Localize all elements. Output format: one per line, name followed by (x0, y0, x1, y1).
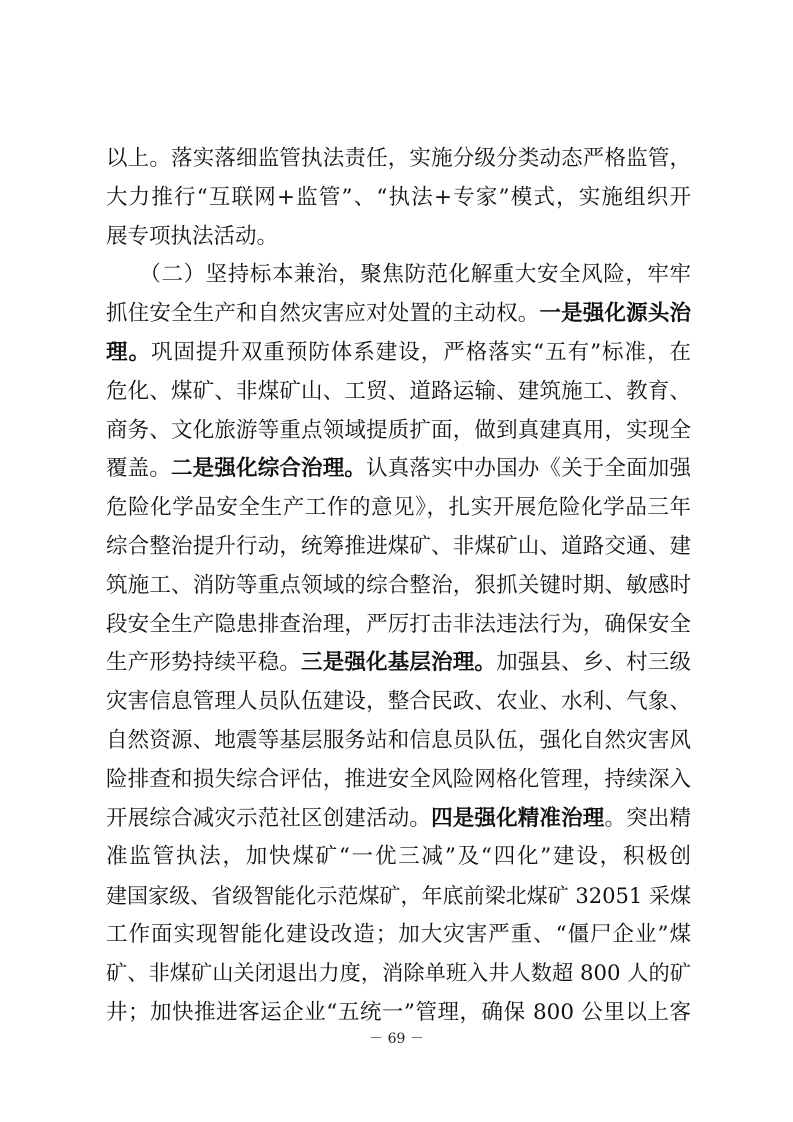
text-line: 商务、文化旅游等重点领域提质扩面，做到真建真用，实现全 (106, 417, 691, 443)
text-line: 覆盖。二是强化综合治理。认真落实中办国办《关于全面加强 (106, 456, 691, 482)
section-heading-line: （二）坚持标本兼治，聚焦防范化解重大安全风险，牢牢 (106, 262, 691, 288)
text-line: 建国家级、省级智能化示范煤矿，年底前梁北煤矿 32051 采煤 (106, 883, 691, 909)
text-line: 准监管执法，加快煤矿“一优三减”及“四化”建设，积极创 (106, 844, 691, 870)
text-line: 以上。落实落细监管执法责任，实施分级分类动态严格监管， (106, 146, 691, 171)
text-line: 井；加快推进客运企业“五统一”管理，确保 800 公里以上客 (106, 999, 691, 1025)
bold-subheading: 一是强化源头治 (539, 301, 691, 327)
page-number: － 69 － (369, 1031, 424, 1047)
text-line: 展专项执法活动。 (106, 223, 279, 249)
text-line: 灾害信息管理人员队伍建设，整合民政、农业、水利、气象、 (106, 689, 691, 715)
bold-subheading: 四是强化精准治理 (431, 805, 605, 831)
text-line: 抓住安全生产和自然灾害应对处置的主动权。一是强化源头治 (106, 301, 691, 327)
text-line: 险排查和损失综合评估，推进安全风险网格化管理，持续深入 (106, 766, 691, 792)
text-line: 筑施工、消防等重点领域的综合整治，狠抓关键时期、敏感时 (106, 572, 691, 598)
text-line: 生产形势持续平稳。三是强化基层治理。加强县、乡、村三级 (106, 650, 691, 676)
text-line: 危化、煤矿、非煤矿山、工贸、道路运输、建筑施工、教育、 (106, 378, 691, 404)
body-text (106, 140, 691, 1032)
bold-subheading: 二是强化综合治理。 (171, 456, 367, 482)
text-line: 段安全生产隐患排查治理，严厉打击非法违法行为，确保安全 (106, 611, 691, 637)
text-line: 矿、非煤矿山关闭退出力度，消除单班入井人数超 800 人的矿 (106, 960, 691, 986)
text-line: 危险化学品安全生产工作的意见》，扎实开展危险化学品三年 (106, 495, 691, 521)
text-line: 理。巩固提升双重预防体系建设，严格落实“五有”标准，在 (106, 339, 691, 365)
text-line: 大力推行“互联网+监管”、“执法+专家”模式，实施组织开 (106, 184, 691, 210)
text-line: 开展综合减灾示范社区创建活动。四是强化精准治理。突出精 (106, 805, 691, 831)
bold-subheading: 理。 (106, 339, 151, 365)
text-line: 综合整治提升行动，统筹推进煤矿、非煤矿山、道路交通、建 (106, 533, 691, 559)
text-line: 自然资源、地震等基层服务站和信息员队伍，强化自然灾害风 (106, 727, 691, 753)
text-line: 工作面实现智能化建设改造；加大灾害严重、“僵尸企业”煤 (106, 921, 691, 947)
bold-subheading: 三是强化基层治理。 (301, 650, 497, 676)
